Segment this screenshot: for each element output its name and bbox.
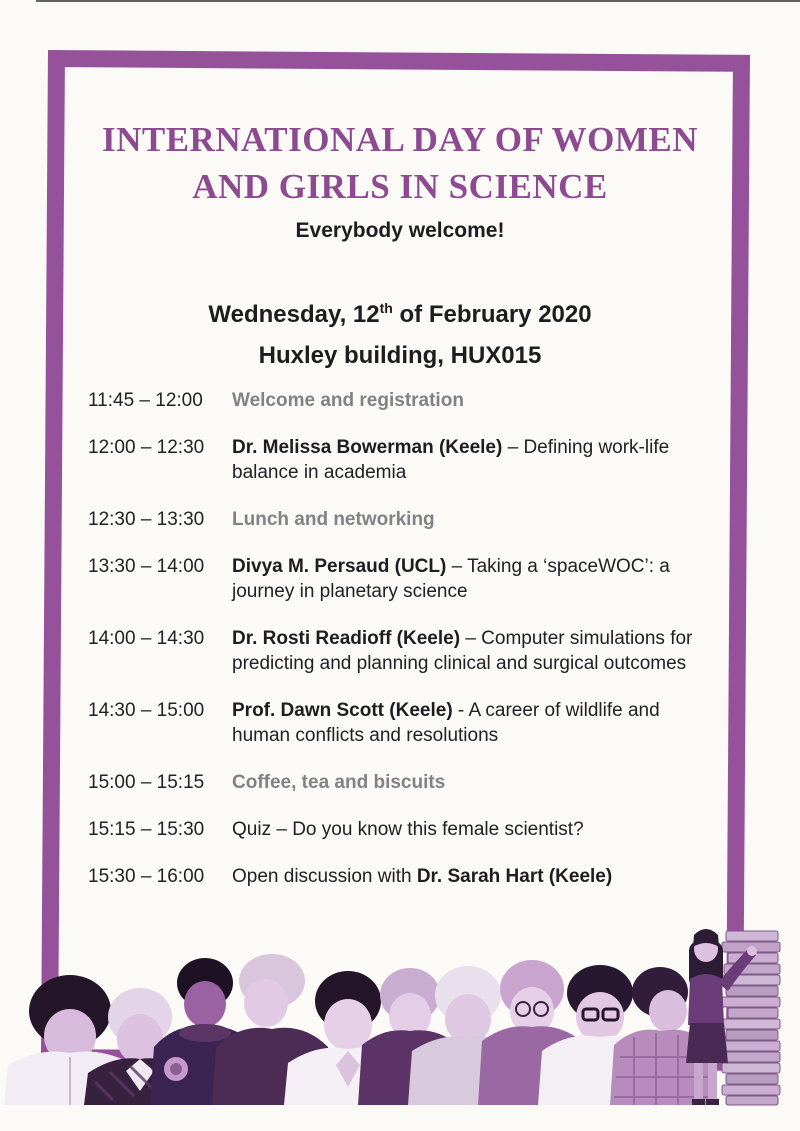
schedule-time: 15:00 – 15:15 bbox=[88, 772, 205, 793]
schedule-description bbox=[232, 388, 730, 413]
schedule-text-segment: balance in academia bbox=[232, 462, 407, 483]
schedule-row bbox=[88, 770, 730, 795]
page-title bbox=[60, 116, 740, 210]
title-line-2: AND GIRLS IN SCIENCE bbox=[192, 167, 608, 206]
schedule-description bbox=[232, 626, 730, 676]
schedule-description bbox=[232, 817, 730, 842]
schedule-row bbox=[88, 864, 730, 889]
event-venue: Huxley building, HUX015 bbox=[258, 342, 542, 369]
scan-artifact-line bbox=[36, 0, 800, 2]
date-ordinal-superscript: th bbox=[379, 300, 393, 316]
schedule-text-segment: journey in planetary science bbox=[232, 581, 468, 602]
schedule-time: 12:00 – 12:30 bbox=[88, 437, 205, 458]
schedule-time: 15:30 – 16:00 bbox=[88, 866, 205, 887]
schedule-description bbox=[232, 698, 730, 748]
schedule-text-segment: Open discussion with bbox=[232, 866, 417, 887]
welcome-subtitle: Everybody welcome! bbox=[295, 219, 505, 242]
schedule-text-segment: Divya M. Persaud (UCL) bbox=[232, 556, 447, 577]
schedule-row bbox=[88, 554, 730, 604]
schedule-description bbox=[232, 770, 730, 795]
schedule-text-segment: – Defining work-life bbox=[502, 437, 670, 458]
schedule-text-segment: Dr. Melissa Bowerman (Keele) bbox=[232, 437, 503, 458]
schedule-time: 11:45 – 12:00 bbox=[88, 390, 203, 411]
schedule-text-segment: Quiz – Do you know this female scientist? bbox=[232, 819, 584, 840]
schedule-row bbox=[88, 435, 730, 485]
event-date-text: Wednesday, 12 bbox=[208, 301, 380, 328]
schedule-text-segment: Dr. Rosti Readioff (Keele) bbox=[232, 628, 461, 649]
schedule-time: 14:30 – 15:00 bbox=[88, 700, 205, 721]
schedule-text-segment: – Taking a ‘spaceWOC’: a bbox=[446, 556, 670, 577]
schedule-description bbox=[232, 864, 730, 889]
schedule-text-segment: Coffee, tea and biscuits bbox=[232, 772, 446, 793]
schedule-time: 12:30 – 13:30 bbox=[88, 509, 205, 530]
schedule-text-segment: Dr. Sarah Hart (Keele) bbox=[416, 866, 613, 887]
schedule-description bbox=[232, 435, 730, 485]
event-date bbox=[60, 288, 740, 335]
schedule-row bbox=[88, 388, 730, 413]
schedule-text-segment: human conflicts and resolutions bbox=[232, 725, 499, 746]
schedule-text-segment: predicting and planning clinical and surgical outcomes bbox=[232, 653, 687, 674]
schedule-row bbox=[88, 626, 730, 676]
schedule-text-segment: - A career of wildlife and bbox=[452, 700, 660, 721]
schedule-description bbox=[232, 554, 730, 604]
schedule-text-segment: Welcome and registration bbox=[232, 390, 464, 411]
schedule-text-segment: Lunch and networking bbox=[232, 509, 435, 530]
schedule-time: 14:00 – 14:30 bbox=[88, 628, 205, 649]
schedule-row bbox=[88, 507, 730, 532]
schedule-row bbox=[88, 817, 730, 842]
women-scientists-collage bbox=[0, 895, 800, 1131]
schedule-description bbox=[232, 507, 730, 532]
schedule-text-segment: – Computer simulations for bbox=[460, 628, 693, 649]
schedule-time: 13:30 – 14:00 bbox=[88, 556, 205, 577]
schedule-row bbox=[88, 698, 730, 748]
schedule-list bbox=[88, 388, 730, 911]
event-date-suffix: of February 2020 bbox=[392, 301, 592, 328]
schedule-text-segment: Prof. Dawn Scott (Keele) bbox=[232, 700, 453, 721]
schedule-time: 15:15 – 15:30 bbox=[88, 819, 205, 840]
title-line-1: INTERNATIONAL DAY OF WOMEN bbox=[101, 120, 699, 159]
event-when-where bbox=[60, 288, 740, 376]
